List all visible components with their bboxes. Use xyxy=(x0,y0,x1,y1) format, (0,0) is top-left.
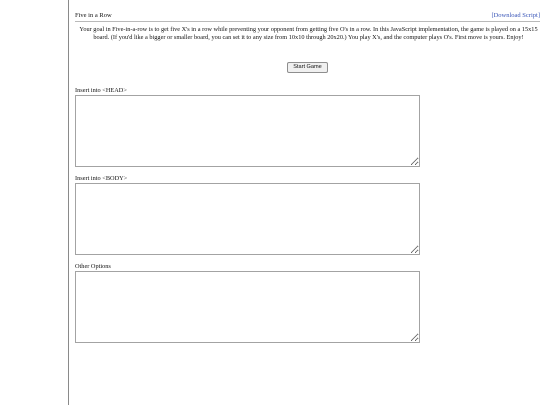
game-description: Your goal in Five-in-a-row is to get five X's in a row while preventing your opponent from getting five O's in a row. In this JavaScript implementation, the game is played on a 15x15 board. (If you'd like a bigger or smaller board, you can set it to any size from 10x10 through 20x20.) You play X's, and the computer plays O's. First move is yours. Enjoy! xyxy=(79,26,538,41)
body-field-label: Insert into <BODY> xyxy=(75,175,128,182)
page-title: Five in a Row xyxy=(75,12,112,19)
head-field-label: Insert into <HEAD> xyxy=(75,87,127,94)
header xyxy=(75,0,540,27)
header-divider xyxy=(75,21,540,22)
start-game-button[interactable]: Start Game xyxy=(287,62,328,73)
options-field-label: Other Options xyxy=(75,263,111,270)
options-textarea[interactable] xyxy=(75,271,420,343)
left-divider xyxy=(68,0,69,405)
start-button-wrapper xyxy=(75,55,540,73)
head-textarea[interactable] xyxy=(75,95,420,167)
main-content xyxy=(75,0,540,270)
download-script-link[interactable]: [Download Script] xyxy=(491,12,540,19)
body-textarea[interactable] xyxy=(75,183,420,255)
